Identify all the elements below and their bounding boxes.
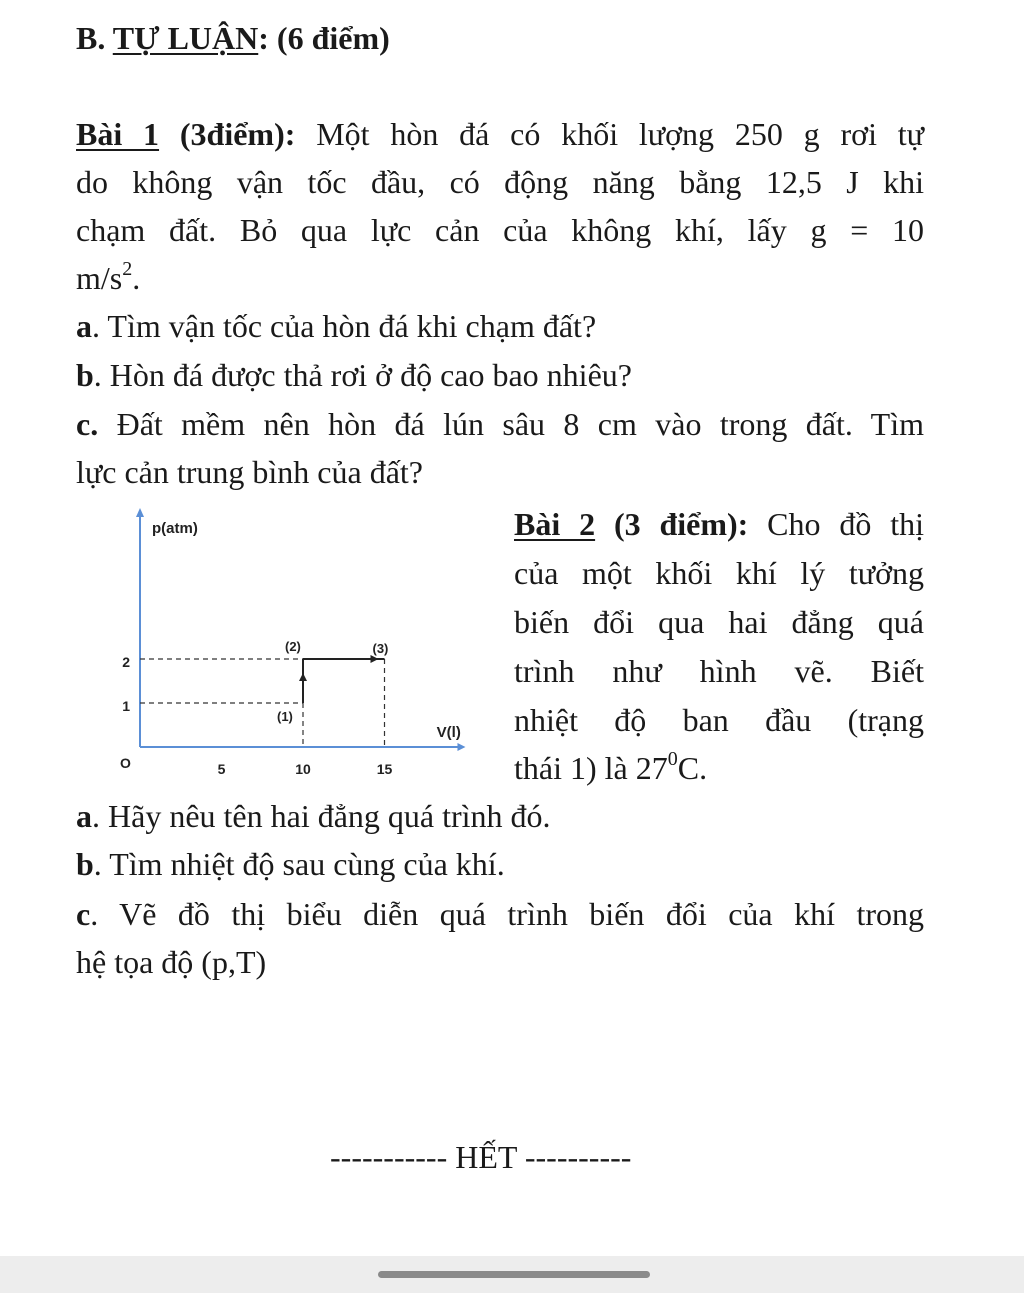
bai2-line-5: nhiệt độ ban đầu (trạng <box>514 702 924 738</box>
process-segments <box>299 655 385 703</box>
x-axis-label: V(l) <box>436 724 461 741</box>
y-tick-label: 2 <box>122 654 130 670</box>
bai1-line-4 <box>76 258 140 298</box>
bai1-line-3: chạm đất. Bỏ qua lực cản của không khí, lấy g = 10 <box>76 212 924 248</box>
bai1-points: (3điểm): <box>159 116 296 152</box>
degree-sign: 0 <box>667 748 678 770</box>
question-label: c <box>76 896 91 932</box>
origin-label: O <box>120 755 131 771</box>
question-label: a <box>76 308 92 344</box>
section-heading <box>76 18 390 58</box>
bai1-text-1: Một hòn đá có khối lượng 250 g rơi tự <box>295 116 924 152</box>
question-text: . Hòn đá được thả rơi ở độ cao bao nhiêu? <box>93 357 632 393</box>
bai2-question-b <box>76 844 505 884</box>
bai2-line-6 <box>514 748 924 788</box>
bai2-points: (3 điểm): <box>595 506 749 542</box>
section-title-underlined: TỰ LUẬN <box>112 20 259 56</box>
state-label: (3) <box>372 641 389 656</box>
question-text: Đất mềm nên hòn đá lún sâu 8 cm vào trong đất. Tìm <box>98 406 924 442</box>
isobaric-arrow <box>371 655 379 663</box>
state-labels <box>277 639 388 724</box>
unit-text: m/s <box>76 260 123 296</box>
dashes-left: ----------- <box>330 1139 448 1175</box>
question-text: . Tìm vận tốc của hòn đá khi chạm đất? <box>92 308 597 344</box>
guide-lines <box>140 659 385 747</box>
y-tick-label: 1 <box>122 698 130 714</box>
bai1-line-2: do không vận tốc đầu, có động năng bằng 12,5 J khi <box>76 164 924 200</box>
bai2-question-a <box>76 796 551 836</box>
bai2-question-c-line-2: hệ tọa độ (p,T) <box>76 944 267 980</box>
question-text: . Vẽ đồ thị biểu diễn quá trình biến đổi của khí trong <box>90 896 924 932</box>
temperature-unit: C. <box>677 750 708 786</box>
bai1-question-a <box>76 306 596 346</box>
question-text: . Hãy nêu tên hai đẳng quá trình đó. <box>92 798 551 834</box>
section-prefix: B. <box>76 20 113 56</box>
question-label: b <box>76 846 94 882</box>
y-axis-arrow <box>136 508 144 517</box>
y-axis-label: p(atm) <box>152 520 198 537</box>
bai2-line-3: biến đổi qua hai đẳng quá <box>514 604 924 640</box>
question-label: c. <box>76 406 99 442</box>
bai1-line-1 <box>76 114 924 154</box>
bai2-label: Bài 2 <box>514 506 596 542</box>
bai1-question-b <box>76 355 632 395</box>
tick-labels <box>122 654 392 777</box>
bai2-line-1 <box>514 504 924 544</box>
end-marker <box>330 1137 631 1177</box>
end-text: HẾT <box>447 1139 525 1175</box>
unit-end: . <box>132 260 141 296</box>
question-label: b <box>76 357 94 393</box>
x-tick-label: 10 <box>295 761 311 777</box>
question-text: . Tìm nhiệt độ sau cùng của khí. <box>93 846 505 882</box>
temperature-text: thái 1) là 27 <box>514 750 668 786</box>
home-indicator[interactable] <box>378 1271 650 1278</box>
pv-graph <box>110 505 490 785</box>
bai2-text-1: Cho đồ thị <box>748 506 925 542</box>
bai2-question-c <box>76 894 924 934</box>
bai1-question-c-line-2: lực cản trung bình của đất? <box>76 454 423 490</box>
bai1-question-c <box>76 404 924 444</box>
bai1-label: Bài 1 <box>76 116 160 152</box>
state-label: (1) <box>277 709 293 724</box>
unit-exponent: 2 <box>122 258 133 280</box>
x-tick-label: 5 <box>217 761 226 777</box>
state-label: (2) <box>285 639 301 654</box>
dashes-right: ---------- <box>524 1139 632 1175</box>
x-axis-arrow <box>457 743 465 751</box>
isochoric-arrow <box>299 673 307 681</box>
bai2-line-2: của một khối khí lý tưởng <box>514 555 924 591</box>
x-tick-label: 15 <box>376 761 393 777</box>
bai2-line-4: trình như hình vẽ. Biết <box>514 653 924 689</box>
question-label: a <box>76 798 92 834</box>
section-points: : (6 điểm) <box>258 20 390 56</box>
